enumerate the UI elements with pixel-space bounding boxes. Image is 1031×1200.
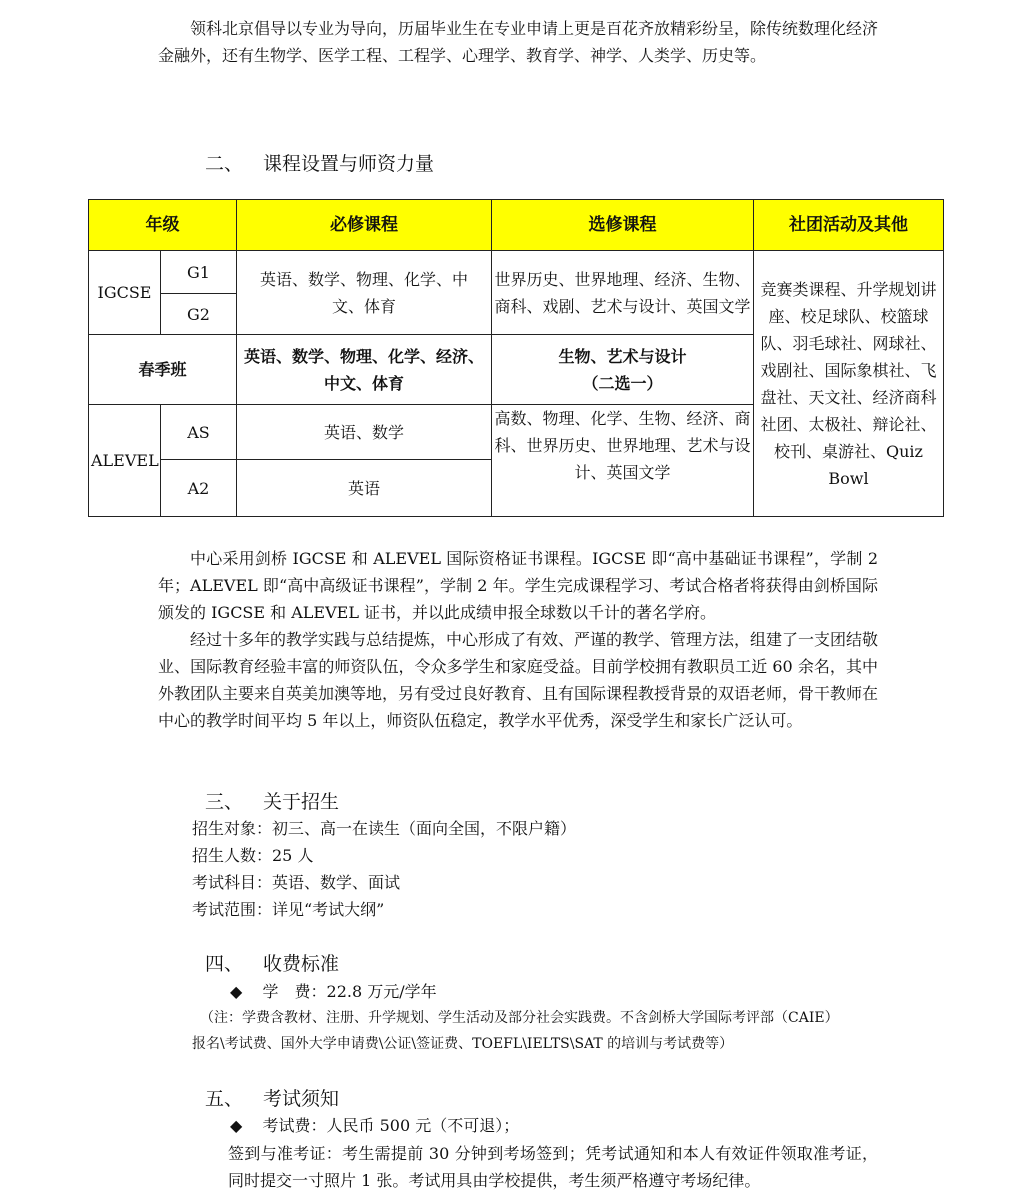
- alevel-a2-required: 英语: [237, 460, 492, 517]
- intro-paragraph: 领科北京倡导以专业为导向，历届毕业生在专业申请上更是百花齐放精彩纷呈，除传统数理化经济金融外，还有生物学、医学工程、工程学、心理学、教育学、神学、人类学、历史等。: [158, 19, 879, 65]
- bullet-icon: ◆: [230, 982, 243, 1001]
- igcse-elective: 世界历史、世界地理、经济、生物、商科、戏剧、艺术与设计、英国文学: [492, 251, 754, 335]
- tuition-note-line1: （注：学费含教材、注册、升学规划、学生活动及部分社会实践费。不含剑桥大学国际考评部（CAIE）: [200, 1010, 839, 1026]
- section-4-number: 四、: [205, 953, 244, 975]
- alevel-label: ALEVEL: [89, 405, 161, 517]
- exam-scope: 考试范围：详见“考试大纲”: [192, 900, 385, 919]
- section-4-title: 收费标准: [263, 953, 340, 975]
- section-3-title: 关于招生: [263, 791, 340, 813]
- section-2-heading: [205, 150, 434, 178]
- spring-elective: [492, 335, 754, 405]
- igcse-label: IGCSE: [89, 251, 161, 335]
- section-2-number: 二、: [205, 153, 244, 175]
- body-paragraph-2: 经过十多年的教学实践与总结提炼，中心形成了有效、严谨的教学、管理方法，组建了一支团结敬业、国际教育经验丰富的师资队伍，令众多学生和家庭受益。目前学校拥有教职员工近 60 余名，其中外教团队主要来自英美加澳等地，另有受过良好教育、且有国际课程教授背景的双语老师，骨干教师在中心的教学时间平均 5 年以上，师资队伍稳定，教学水平优秀，深受学生和家长广泛认可。: [158, 630, 879, 730]
- igcse-g1: G1: [161, 251, 237, 294]
- clubs-cell: 竞赛类课程、升学规划讲座、校足球队、校篮球队、羽毛球社、网球社、戏剧社、国际象棋社、飞盘社、天文社、经济商科社团、太极社、辩论社、校刊、桌游社、Quiz Bowl: [754, 251, 944, 517]
- exam-fee: 考试费：人民币 500 元（不可退）；: [262, 1116, 520, 1135]
- spring-elective-line2: （二选一）: [582, 373, 663, 393]
- header-required: 必修课程: [237, 200, 492, 251]
- body-paragraph-1: 中心采用剑桥 IGCSE 和 ALEVEL 国际资格证书课程。IGCSE 即“高中基础证书课程”，学制 2 年；ALEVEL 即“高中高级证书课程”，学制 2 年。学生完成课程学习、考试合格者将获得由剑桥国际颁发的 IGCSE 和 ALEVEL 证书，并以此成绩申报全球数以千计的著名学府。: [158, 549, 878, 622]
- section-3-number: 三、: [205, 791, 244, 813]
- table-header-row: [89, 200, 944, 251]
- alevel-a2: A2: [161, 460, 237, 517]
- section-2-title: 课程设置与师资力量: [263, 153, 435, 175]
- bullet-icon: ◆: [230, 1116, 243, 1135]
- header-grade: 年级: [89, 200, 237, 251]
- tuition-note-line2: 报名\考试费、国外大学申请费\公证\签证费、TOEFL\IELTS\SAT 的培训与考试费等）: [192, 1036, 734, 1052]
- tuition-label: 学 费：: [262, 982, 327, 1001]
- igcse-required: 英语、数学、物理、化学、中文、体育: [237, 251, 492, 335]
- table-row: [89, 251, 944, 294]
- spring-required: 英语、数学、物理、化学、经济、中文、体育: [237, 335, 492, 405]
- admission-target: 招生对象：初三、高一在读生（面向全国，不限户籍）: [192, 819, 577, 838]
- tuition-line: [230, 978, 437, 1005]
- admission-count: 招生人数：25 人: [192, 846, 314, 865]
- header-clubs: 社团活动及其他: [754, 200, 944, 251]
- alevel-elective: 高数、物理、化学、生物、经济、商科、世界历史、世界地理、艺术与设计、英国文学: [492, 405, 754, 517]
- exam-fee-line: [230, 1112, 519, 1139]
- tuition-value: 22.8 万元/学年: [326, 982, 437, 1001]
- section-5-title: 考试须知: [263, 1088, 340, 1110]
- section-5-heading: [205, 1085, 339, 1113]
- spring-elective-line1: 生物、艺术与设计: [558, 346, 687, 366]
- checkin-paragraph: 签到与准考证：考生需提前 30 分钟到考场签到；凭考试通知和本人有效证件领取准考证，同时提交一寸照片 1 张。考试用具由学校提供，考生须严格遵守考场纪律。: [228, 1144, 878, 1190]
- exam-subjects: 考试科目：英语、数学、面试: [192, 873, 401, 892]
- alevel-as: AS: [161, 405, 237, 460]
- section-4-heading: [205, 950, 339, 978]
- spring-label: 春季班: [89, 335, 237, 405]
- header-elective: 选修课程: [492, 200, 754, 251]
- alevel-as-required: 英语、数学: [237, 405, 492, 460]
- section-3-heading: [205, 788, 339, 816]
- section-5-number: 五、: [205, 1088, 244, 1110]
- course-table: [88, 199, 944, 517]
- igcse-g2: G2: [161, 294, 237, 335]
